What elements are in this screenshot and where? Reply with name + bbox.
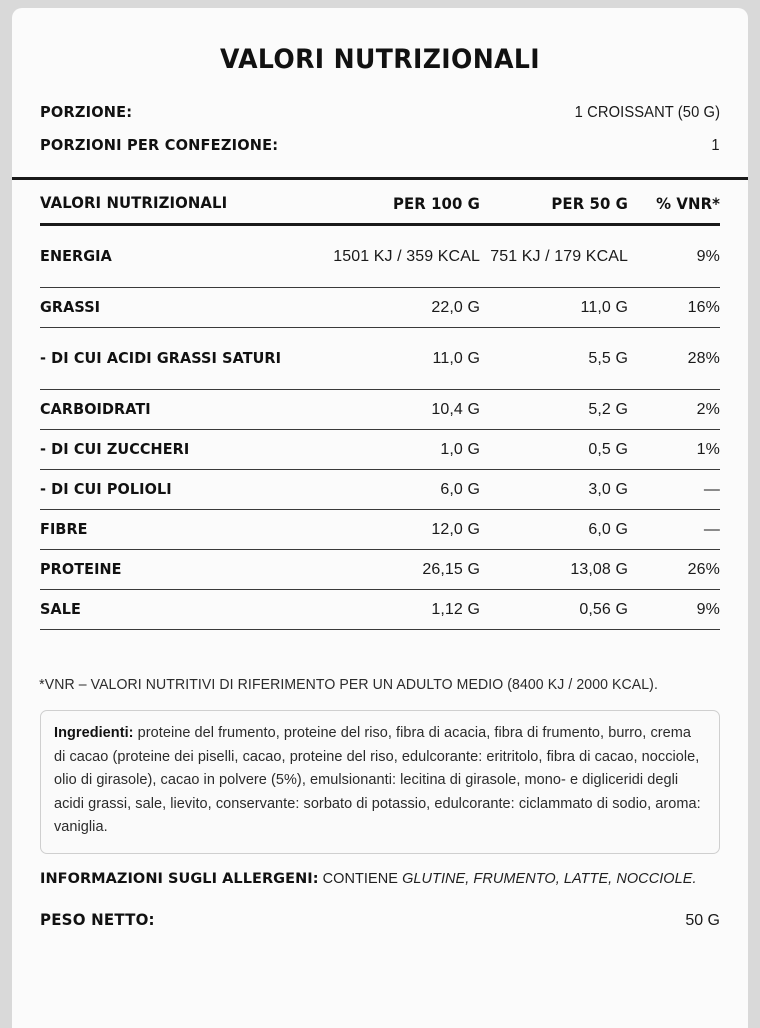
row-per100: 12,0 G: [431, 520, 480, 538]
table-row: [40, 590, 720, 630]
row-per50: 0,56 G: [579, 600, 628, 618]
row-vnr: 2%: [696, 400, 720, 418]
row-per100: 1,12 G: [431, 600, 480, 618]
column-header-vnr: % VNR*: [656, 194, 720, 213]
column-header-per50: PER 50 G: [551, 194, 628, 213]
row-vnr: —: [703, 520, 720, 538]
row-per100: 26,15 G: [422, 560, 480, 578]
ingredients-label: Ingredienti:: [54, 725, 134, 742]
ingredients-text: proteine del frumento, proteine del riso, fibra di acacia, fibra di frumento, burro, crema di cacao (proteine dei piselli, cacao, proteine del riso, edulcorante: eritritolo, fibra di cacao, nocciole, olio di girasole), cacao in polvere (5%), emulsionanti: lecitina di girasole, mono- e digliceridi degli acidi grassi, sale, lievito, conservante: sorbato di potassio, edulcorante: ciclammato di sodio, aroma: vaniglia.: [54, 725, 701, 836]
net-weight-label: PESO NETTO:: [40, 910, 155, 930]
table-row: [40, 550, 720, 590]
allergen-list: GLUTINE, FRUMENTO, LATTE, NOCCIOLE.: [402, 870, 697, 887]
net-weight-value: 50 G: [685, 912, 720, 930]
row-name: SALE: [40, 599, 81, 618]
row-vnr: 26%: [687, 560, 720, 578]
table-row: [40, 390, 720, 430]
row-name: CARBOIDRATI: [40, 399, 151, 418]
ingredients-section: [12, 710, 748, 853]
row-per50: 5,2 G: [588, 400, 628, 418]
page-title: VALORI NUTRIZIONALI: [219, 44, 541, 75]
table-row: [40, 470, 720, 510]
row-per50: 13,08 G: [570, 560, 628, 578]
allergen-prefix: CONTIENE: [322, 870, 398, 887]
table-row: [40, 226, 720, 288]
ingredients-box: [40, 710, 720, 853]
portion-row: [40, 103, 720, 122]
row-per50: 6,0 G: [588, 520, 628, 538]
allergen-label: INFORMAZIONI SUGLI ALLERGENI:: [40, 870, 319, 887]
row-per50: 751 KJ / 179 KCAL: [490, 247, 628, 265]
portion-label: PORZIONE:: [40, 103, 133, 121]
row-per100: 1501 KJ / 359 KCAL: [333, 247, 480, 265]
row-name: - DI CUI ZUCCHERI: [40, 439, 190, 458]
row-name: - DI CUI ACIDI GRASSI SATURI: [40, 348, 282, 367]
row-vnr: —: [703, 480, 720, 498]
vnr-footnote: *VNR – VALORI NUTRITIVI DI RIFERIMENTO PER UN ADULTO MEDIO (8400 KJ / 2000 KCAL).: [39, 677, 658, 693]
row-name: PROTEINE: [40, 559, 122, 578]
row-name: FIBRE: [40, 519, 88, 538]
row-per50: 5,5 G: [588, 349, 628, 367]
row-vnr: 9%: [696, 247, 720, 265]
servings-per-package-value: 1: [711, 137, 720, 154]
table-row: [40, 510, 720, 550]
row-per100: 10,4 G: [431, 400, 480, 418]
row-per50: 0,5 G: [588, 440, 628, 458]
row-per100: 6,0 G: [440, 480, 480, 498]
nutrition-table: [12, 180, 748, 630]
row-vnr: 28%: [687, 349, 720, 367]
column-header-per100: PER 100 G: [392, 194, 480, 213]
row-per100: 22,0 G: [431, 298, 480, 316]
servings-per-package-row: [40, 136, 720, 155]
row-name: GRASSI: [40, 297, 101, 316]
row-per50: 3,0 G: [588, 480, 628, 498]
row-per50: 11,0 G: [580, 298, 628, 316]
net-weight-section: [12, 910, 748, 930]
row-name: ENERGIA: [40, 246, 112, 265]
table-row: [40, 288, 720, 328]
row-name: - DI CUI POLIOLI: [40, 479, 172, 498]
servings-per-package-label: PORZIONI PER CONFEZIONE:: [40, 136, 279, 154]
portion-value: 1 CROISSANT (50 G): [574, 104, 720, 121]
column-header-name: VALORI NUTRIZIONALI: [40, 192, 228, 212]
nutrition-label-card: [12, 8, 748, 1028]
table-row: [40, 328, 720, 390]
row-per100: 11,0 G: [432, 349, 480, 367]
allergen-info: [12, 868, 748, 890]
table-row: [40, 430, 720, 470]
table-header-row: [40, 180, 720, 226]
row-per100: 1,0 G: [440, 440, 480, 458]
row-vnr: 9%: [696, 600, 720, 618]
row-vnr: 1%: [696, 440, 720, 458]
row-vnr: 16%: [687, 298, 720, 316]
serving-info: [12, 103, 748, 155]
